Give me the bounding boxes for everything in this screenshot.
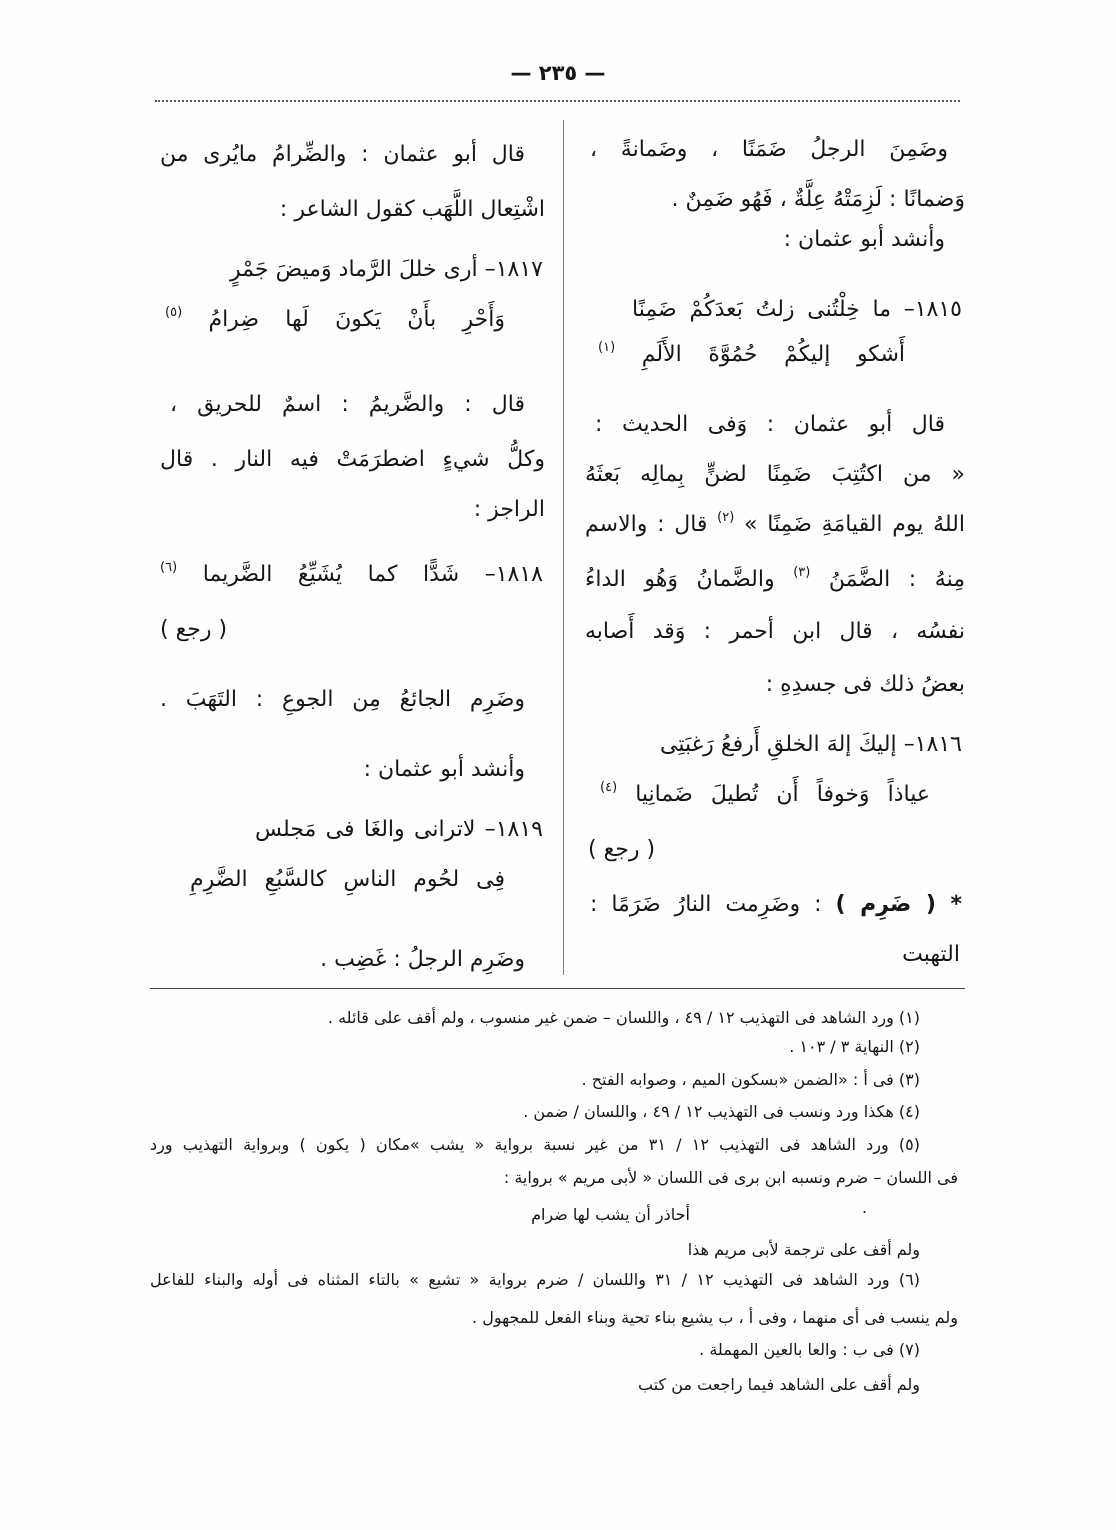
- line-text: قال : والاسم: [585, 512, 708, 537]
- footnote-mark: .: [862, 1198, 868, 1217]
- verse-text: وَأَحْرِ بأَنْ يَكونَ لَها ضِرامُ: [208, 307, 506, 332]
- footnote-ref: (٢): [717, 510, 735, 525]
- line-text: اللهُ يوم القيامَةِ ضَمِنًا »: [744, 512, 965, 537]
- verse-hemistich: فِى لحُوم الناسِ كالسَّبُعِ الضَّرِمِ: [190, 867, 505, 892]
- body-line: بعضُ ذلك فى جسدِهِ :: [765, 672, 965, 697]
- line-text: : وضَرِمت النارُ ضَرَمًا :: [590, 892, 822, 917]
- line-text: مِنهُ : الضَّمَنُ: [828, 567, 965, 592]
- body-line: قال أبو عثمان : وَفى الحديث :: [595, 412, 945, 437]
- footnote-line: (٧) فى ب : والعا بالعين المهملة .: [699, 1340, 920, 1359]
- footnote-line: (٤) هكذا ورد ونسب فى التهذيب ١٢ / ٤٩ ، واللسان / ضمن .: [523, 1102, 920, 1121]
- body-line: التهبت: [902, 942, 960, 967]
- verse-text: ١٨١٨– شَدًّا كما يُشَيِّعُ الضَّريما: [202, 562, 543, 587]
- footnote-ref: (٦): [160, 560, 178, 575]
- body-line: وَضمانًا : لَزِمَتْهُ عِلَّةٌ ، فَهُو ضَمِنٌ .: [671, 187, 965, 212]
- page-number: — ٢٣٥ —: [510, 61, 606, 85]
- return-marker: ( رجع ): [160, 617, 228, 642]
- footnote-line: فى اللسان – ضرم ونسبه ابن برى فى اللسان « لأبى مريم » برواية :: [503, 1168, 958, 1187]
- footnote-line: ولم ينسب فى أى منهما ، وفى أ ، ب يشيع بناء تحية وبناء الفعل للمجهول .: [472, 1308, 958, 1327]
- verse-text: عياذاً وَخوفاً أَن تُطيلَ ضَمانِيا: [635, 782, 930, 807]
- footnote-line: (٥) ورد الشاهد فى التهذيب ١٢ / ٣١ من غير نسبة برواية « يشب »مكان ( يكون ) وبرواية التهذيب ورد: [150, 1135, 921, 1154]
- line-text: والضَّمانُ وَهُو الداءُ: [585, 567, 775, 592]
- verse-hemistich: ١٨١٩– لاترانى والغَا فى مَجلس: [255, 817, 543, 842]
- body-line: وكلُّ شيءٍ اضطرَمَتْ فيه النار . قال: [160, 447, 545, 472]
- footnote-ref: (٣): [793, 565, 811, 580]
- footnote-verse: أحاذر أن يشب لها ضرام: [531, 1205, 690, 1224]
- return-marker: ( رجع ): [588, 837, 656, 862]
- footnote-line: (١) ورد الشاهد فى التهذيب ١٢ / ٤٩ ، واللسان – ضمن غير منسوب ، ولم أقف على قائله .: [327, 1008, 920, 1027]
- footnote-line: ولم أقف على الشاهد فيما راجعت من كتب: [638, 1375, 920, 1394]
- body-line: وضَمِنَ الرجلُ ضَمَنًا ، وضَمانةً ،: [590, 137, 948, 162]
- verse-hemistich: ١٨١٥– ما خِلْتُنى زلتُ بَعدَكُمْ ضَمِنًا: [632, 297, 962, 322]
- body-line: « من اكتُتِبَ ضَمِنًا لضنٍّ بِمالِه بَعثَهُ: [585, 462, 965, 487]
- footnote-ref: (١): [598, 340, 616, 355]
- verse-text: أَشكو إليكُمْ حُمُوَّةَ الأَلَمِ: [641, 342, 906, 367]
- body-line: وضَرِم الرجلُ : غَضِب .: [320, 947, 525, 972]
- verse-hemistich: ١٨١٧– أرى خللَ الرَّماد وَميضَ جَمْرٍ: [230, 257, 543, 282]
- body-line: اشْتِعال اللَّهَب كقول الشاعر :: [279, 197, 545, 222]
- body-line: وضَرِم الجائعُ مِن الجوعِ : التَهَبَ .: [160, 687, 525, 712]
- body-line: وأنشد أبو عثمان :: [363, 757, 525, 782]
- body-line: قال : والضَّريمُ : اسمٌ للحريق ،: [170, 392, 525, 417]
- footnote-line: ولم أقف على ترجمة لأبى مريم هذا: [687, 1240, 920, 1259]
- footnote-ref: (٤): [600, 780, 618, 795]
- body-line: نفسُه ، قال ابن أحمر : وَقد أَصابه: [585, 619, 965, 644]
- verse-hemistich: ١٨١٦– إليكَ إلهَ الخلقِ أَرفعُ رَغبَتِى: [660, 732, 962, 757]
- body-line: وأنشد أبو عثمان :: [783, 227, 945, 252]
- footnote-line: (٢) النهاية ٣ / ١٠٣ .: [789, 1037, 920, 1056]
- entry-headword: * ( ضَرِم ): [835, 892, 962, 917]
- footnote-line: (٦) ورد الشاهد فى التهذيب ١٢ / ٣١ واللسان / ضرم برواية « تشيع » بالتاء المثناه فى أوله والبناء للفاعل: [150, 1270, 921, 1289]
- body-line: قال أبو عثمان : والضِّرامُ مايُرى من: [160, 142, 525, 167]
- footnote-ref: (٥): [165, 305, 183, 320]
- body-line: الراجز :: [473, 497, 545, 522]
- footnote-line: (٣) فى أ : «الضمن «بسكون الميم ، وصوابه الفتح .: [581, 1070, 920, 1089]
